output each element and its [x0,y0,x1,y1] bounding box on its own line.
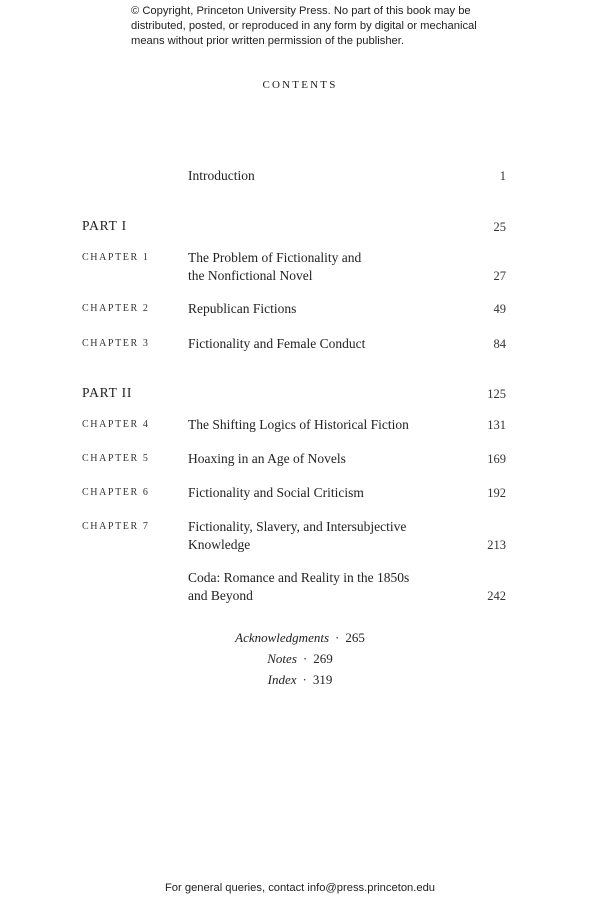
chapter-label: CHAPTER 7 [82,521,150,532]
entry-page: 84 [493,337,506,351]
entry-page: 131 [487,418,506,432]
copyright-notice: © Copyright, Princeton University Press. No part of this book may be distributed, posted, or reproduced in any form by digital or mechanical means without prior written permission of the publisher. [131,5,477,47]
entry-title: The Shifting Logics of Historical Fiction [188,417,409,432]
entry-title [188,569,448,605]
chapter-label: CHAPTER 2 [82,303,150,314]
backmatter-acknowledgments[interactable] [0,630,600,646]
entry-page: 213 [487,538,506,552]
footer-contact: For general queries, contact info@press.princeton.edu [164,882,436,894]
entry-page: 125 [487,387,506,401]
backmatter-notes[interactable] [0,651,600,667]
entry-page: 25 [493,220,506,234]
chapter-label: CHAPTER 3 [82,338,150,349]
entry-page: 192 [487,486,506,500]
entry-page: 169 [487,452,506,466]
entry-title-line-1: Fictionality, Slavery, and Intersubjective [188,519,407,534]
entry-title: Notes [267,651,297,666]
entry-title-line-2: and Beyond [188,588,253,603]
entry-title: Fictionality and Social Criticism [188,485,364,500]
entry-title-line-1: Coda: Romance and Reality in the 1850s [188,570,410,585]
entry-page: 269 [313,651,333,666]
entry-page: 49 [493,302,506,316]
entry-title [188,249,438,285]
entry-page: 242 [487,589,506,603]
backmatter-index[interactable] [0,672,600,688]
separator-dot: · [335,630,340,645]
chapter-label: CHAPTER 5 [82,453,150,464]
entry-page: 265 [345,630,365,645]
part-label: PART I [82,218,127,233]
entry-title: Fictionality and Female Conduct [188,336,366,351]
part-label: PART II [82,385,133,400]
entry-title: Acknowledgments [235,630,330,645]
entry-title [188,518,448,554]
separator-dot: · [302,651,308,666]
entry-page: 27 [493,269,506,283]
entry-title: Index [267,672,297,687]
contents-heading: CONTENTS [262,79,338,91]
entry-title-line-2: Knowledge [188,537,251,552]
chapter-label: CHAPTER 4 [82,419,150,430]
chapter-label: CHAPTER 1 [82,252,150,263]
entry-title-line-2: the Nonfictional Novel [188,268,313,283]
entry-title-line-1: The Problem of Fictionality and [188,250,362,265]
entry-page: 1 [499,169,506,183]
separator-dot: · [302,672,307,687]
entry-page: 319 [312,672,333,687]
entry-title: Hoaxing in an Age of Novels [188,451,346,466]
entry-title: Republican Fictions [188,301,297,316]
entry-title: Introduction [188,168,255,183]
chapter-label: CHAPTER 6 [82,487,150,498]
